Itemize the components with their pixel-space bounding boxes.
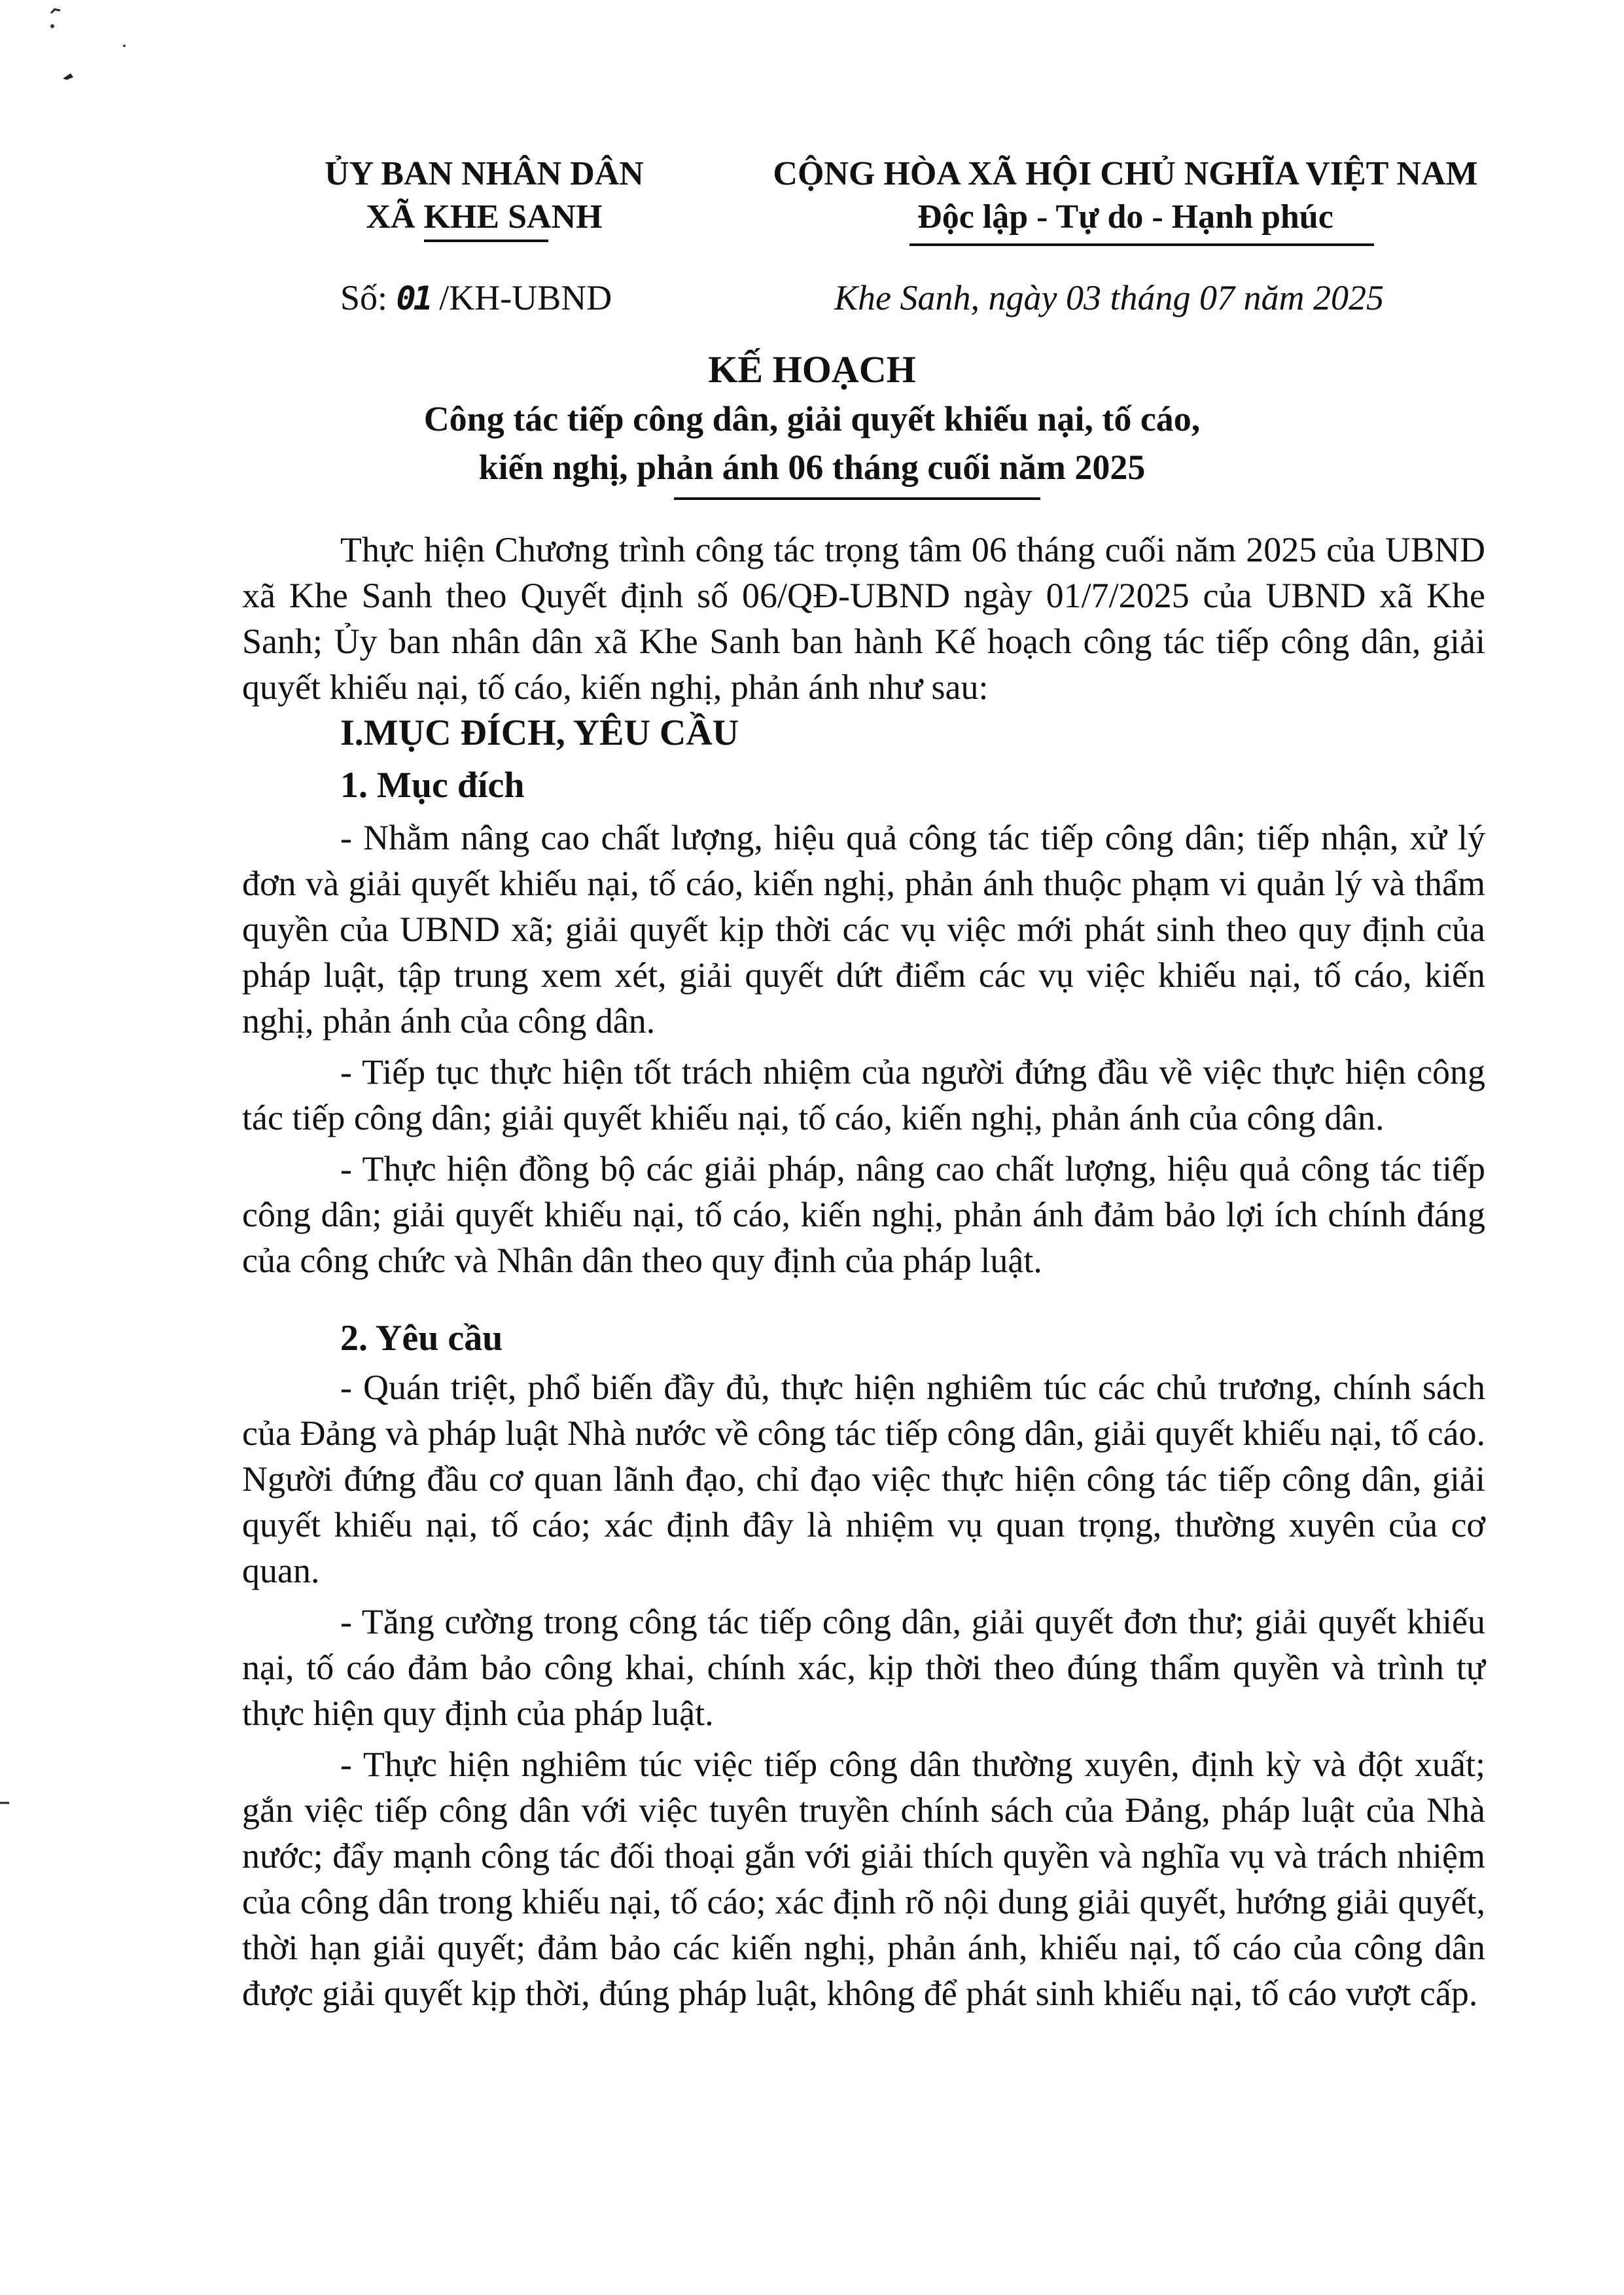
- subsection-2-body: [242, 1364, 1485, 2016]
- intro-text: Thực hiện Chương trình công tác trọng tâm 06 tháng cuối năm 2025 của UBND xã Khe Sanh theo Quyết định số 06/QĐ-UBND ngày 01/7/2025 của UBND xã Khe Sanh; Ủy ban nhân dân xã Khe Sanh ban hành Kế hoạch công tác tiếp công dân, giải quyết khiếu nại, tố cáo, kiến nghị, phản ánh như sau:: [242, 530, 1485, 707]
- requirement-paragraph-1: - Quán triệt, phổ biến đầy đủ, thực hiện nghiêm túc các chủ trương, chính sách của Đảng và pháp luật Nhà nước về công tác tiếp công dân, giải quyết khiếu nại, tố cáo. Người đứng đầu cơ quan lãnh đạo, chỉ đạo việc thực hiện công tác tiếp công dân, giải quyết khiếu nại, tố cáo; xác định đây là nhiệm vụ quan trọng, thường xuyên của cơ quan.: [242, 1368, 1485, 1590]
- requirement-paragraph-2: - Tăng cường trong công tác tiếp công dân, giải quyết đơn thư; giải quyết khiếu nại, tố cáo đảm bảo công khai, chính xác, kịp thời theo đúng thẩm quyền và trình tự thực hiện quy định của pháp luật.: [242, 1602, 1485, 1733]
- requirement-paragraph-3: - Thực hiện nghiêm túc việc tiếp công dân thường xuyên, định kỳ và đột xuất; gắn việc tiếp công dân với việc tuyên truyền chính sách của Đảng, pháp luật của Nhà nước; đẩy mạnh công tác đối thoại gắn với giải thích quyền và nghĩa vụ và trách nhiệm của công dân trong khiếu nại, tố cáo; xác định rõ nội dung giải quyết, hướng giải quyết, thời hạn giải quyết; đảm bảo các kiến nghị, phản ánh, khiếu nại, tố cáo của công dân được giải quyết kịp thời, đúng pháp luật, không để phát sinh khiếu nại, tố cáo vượt cấp.: [242, 1745, 1485, 2013]
- national-title: CỘNG HÒA XÃ HỘI CHỦ NGHĨA VIỆT NAM: [773, 155, 1478, 192]
- document-number: [340, 275, 612, 321]
- document-date: Khe Sanh, ngày 03 tháng 07 năm 2025: [834, 278, 1384, 317]
- document-subtitle-line2: kiến nghị, phản ánh 06 tháng cuối năm 2025: [478, 448, 1146, 487]
- national-motto: Độc lập - Tự do - Hạnh phúc: [917, 198, 1333, 236]
- subsection-2-heading: 2. Yêu cầu: [340, 1318, 503, 1359]
- right-header-rule: [909, 243, 1374, 246]
- doc-number-handwritten: 01: [396, 279, 431, 317]
- purpose-paragraph-1: - Nhằm nâng cao chất lượng, hiệu quả công tác tiếp công dân; tiếp nhận, xử lý đơn và giải quyết khiếu nại, tố cáo, kiến nghị, phản ánh thuộc phạm vi quản lý và thẩm quyền của UBND xã; giải quyết kịp thời các vụ việc mới phát sinh theo quy định của pháp luật, tập trung xem xét, giải quyết dứt điểm các vụ việc khiếu nại, tố cáo, kiến nghị, phản ánh của công dân.: [242, 818, 1485, 1041]
- purpose-paragraph-3: - Thực hiện đồng bộ các giải pháp, nâng cao chất lượng, hiệu quả công tác tiếp công dân; giải quyết khiếu nại, tố cáo, kiến nghị, phản ánh đảm bảo lợi ích chính đáng của công chức và Nhân dân theo quy định của pháp luật.: [242, 1149, 1485, 1280]
- commune-name: XÃ KHE SANH: [366, 198, 603, 236]
- intro-paragraph: [242, 527, 1485, 710]
- doc-number-suffix: /KH-UBND: [430, 278, 612, 317]
- purpose-paragraph-2: - Tiếp tục thực hiện tốt trách nhiệm của người đứng đầu về việc thực hiện công tác tiếp công dân; giải quyết khiếu nại, tố cáo, kiến nghị, phản ánh của công dân.: [242, 1052, 1485, 1137]
- agency-name: ỦY BAN NHÂN DÂN: [325, 155, 644, 192]
- title-rule: [674, 497, 1040, 500]
- left-header-rule: [424, 240, 548, 242]
- document-title: KẾ HOẠCH: [708, 348, 916, 391]
- subsection-1-heading: 1. Mục đích: [340, 765, 525, 806]
- doc-number-prefix: Số:: [340, 278, 397, 317]
- section-heading: I.MỤC ĐÍCH, YÊU CẦU: [340, 713, 739, 753]
- document-subtitle-line1: Công tác tiếp công dân, giải quyết khiếu nại, tố cáo,: [423, 399, 1201, 438]
- subsection-1-body: [242, 815, 1485, 1283]
